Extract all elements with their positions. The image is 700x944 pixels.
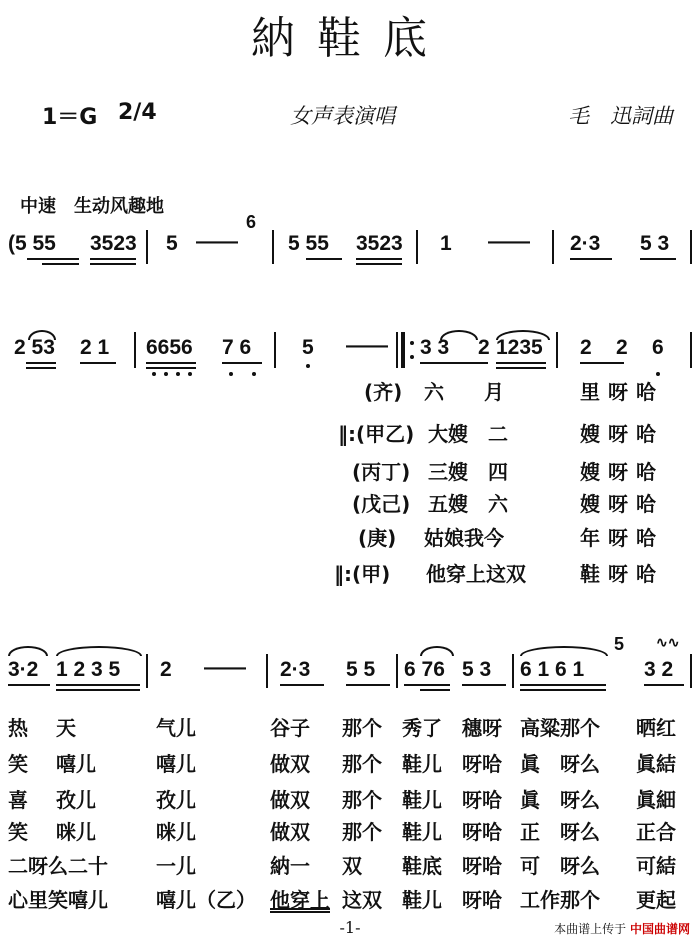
- verse-text: 他穿上这双: [426, 562, 526, 586]
- verse-text: 三嫂 四: [428, 460, 508, 484]
- lyric-cell: 双: [342, 854, 362, 878]
- lyric-cell: 鞋儿: [402, 888, 442, 912]
- composer-credit: 毛 迅詞曲: [568, 104, 673, 128]
- lyric-cell: 孜儿: [56, 788, 96, 812]
- note-group: 1235: [496, 336, 543, 359]
- lyric-cell: 咪儿: [156, 820, 196, 844]
- bar-line: [274, 332, 276, 368]
- note-group: 2: [616, 336, 628, 359]
- note-group: 5 3: [640, 232, 670, 255]
- lyric-cell: 呀哈: [462, 854, 502, 878]
- note-group: 2 53: [14, 336, 55, 359]
- lyric-cell: 晒红: [636, 716, 676, 740]
- underline: [306, 258, 342, 260]
- octave-dot: [188, 372, 192, 376]
- verse-text: 姑娘我今: [424, 526, 504, 550]
- underline: [27, 258, 79, 260]
- lyric-cell: 可 呀么: [520, 854, 600, 878]
- underline: [356, 263, 402, 265]
- note-group: 3 3: [420, 336, 450, 359]
- octave-dot: [164, 372, 168, 376]
- underline: [90, 263, 136, 265]
- note-group: 5 55: [288, 232, 329, 255]
- underline: [56, 684, 140, 686]
- bar-line: [146, 654, 148, 688]
- slur: [520, 646, 608, 656]
- bar-line: [396, 654, 398, 688]
- lyric-cell: 这双: [342, 888, 382, 912]
- song-title: 納鞋底: [251, 13, 449, 64]
- bar-line: [690, 230, 692, 264]
- lyric-cell: 嘻儿（乙）: [156, 888, 256, 912]
- underline: [280, 684, 324, 686]
- verse-label: (丙丁): [352, 460, 411, 484]
- lyric-cell: 眞 呀么: [520, 788, 600, 812]
- underline: [42, 263, 79, 265]
- octave-dot: [152, 372, 156, 376]
- note-group: 5 3: [462, 658, 492, 681]
- lyric-cell: 可結: [636, 854, 676, 878]
- note-group: 1: [440, 232, 452, 255]
- note-group: 6: [652, 336, 664, 359]
- note-group: 2·3: [570, 232, 601, 255]
- note-group: (5 55: [8, 232, 56, 255]
- lyric-cell: 呀哈: [462, 788, 502, 812]
- underline: [420, 362, 488, 364]
- note-group: 5 5: [346, 658, 376, 681]
- underline: [462, 684, 506, 686]
- lyric-cell: 納一: [270, 854, 310, 878]
- lyric-cell: 天: [56, 716, 76, 740]
- bar-line: [266, 654, 268, 688]
- lyric-cell: 秀了: [402, 716, 442, 740]
- lyric-cell: 喜: [8, 788, 28, 812]
- repeat-bar: [396, 332, 398, 368]
- note-group: 2·3: [280, 658, 311, 681]
- lyric-cell: 笑: [8, 820, 28, 844]
- note-group: 3523: [356, 232, 403, 255]
- lyric-cell: 心里笑嘻儿: [8, 888, 108, 912]
- note-group: 2 1: [80, 336, 110, 359]
- underline: [80, 362, 116, 364]
- note-group: 3·2: [8, 658, 39, 681]
- lyric-cell: 一儿: [156, 854, 196, 878]
- lyric-cell: 二呀么二十: [8, 854, 108, 878]
- note-group: ——: [346, 334, 388, 357]
- verse-end: 嫂呀哈: [580, 422, 664, 446]
- lyric-cell: 做双: [270, 820, 310, 844]
- lyric-cell: 高粱那个: [520, 716, 600, 740]
- note-group: 3 2: [644, 658, 674, 681]
- lyric-cell: 正 呀么: [520, 820, 600, 844]
- lyric-cell: 呀哈: [462, 820, 502, 844]
- bar-line: [690, 332, 692, 368]
- verse-end: 鞋呀哈: [580, 562, 664, 586]
- verse-end: 嫂呀哈: [580, 460, 664, 484]
- note-group: ——: [488, 230, 530, 253]
- bar-line: [690, 654, 692, 688]
- lyric-cell: 热: [8, 716, 28, 740]
- underline: [146, 367, 196, 369]
- lyric-cell: 嘻儿: [156, 752, 196, 776]
- verse-text: 六 月: [424, 380, 504, 404]
- bar-line: [134, 332, 136, 368]
- lyric-cell: 嘻儿: [56, 752, 96, 776]
- octave-dot: [252, 372, 256, 376]
- slur: [420, 646, 454, 656]
- page-number: -1-: [339, 918, 361, 937]
- underline: [356, 258, 402, 260]
- underline: [496, 367, 546, 369]
- underline: [496, 362, 546, 364]
- lyric-cell: 鞋底: [402, 854, 442, 878]
- site-logo[interactable]: 中国曲谱网: [629, 922, 690, 936]
- key-signature: 1＝G: [42, 105, 98, 130]
- lyric-cell: 工作那个: [520, 888, 600, 912]
- verse-end: 嫂呀哈: [580, 492, 664, 516]
- note-group: 6 76: [404, 658, 445, 681]
- bar-line: [512, 654, 514, 688]
- lyric-cell: 鞋儿: [402, 820, 442, 844]
- verse-text: 五嫂 六: [428, 492, 508, 516]
- underline: [346, 684, 390, 686]
- underline: [404, 684, 450, 686]
- note-group: 2: [580, 336, 592, 359]
- verse-label: (庚): [358, 526, 397, 550]
- underline: [90, 258, 136, 260]
- repeat-bar: [401, 332, 405, 368]
- repeat-dot: [410, 341, 414, 345]
- lyric-cell: 鞋儿: [402, 752, 442, 776]
- verse-text: 大嫂 二: [428, 422, 508, 446]
- lyric-cell: 咪儿: [56, 820, 96, 844]
- underline: [26, 362, 56, 364]
- trill-mark-icon: ∿∿: [656, 634, 680, 650]
- lyric-cell: 做双: [270, 788, 310, 812]
- upload-text: 本曲谱上传于: [554, 922, 627, 936]
- verse-label: (齐): [364, 380, 403, 404]
- bar-line: [416, 230, 418, 264]
- bar-line: [146, 230, 148, 264]
- lyric-cell: 气儿: [156, 716, 196, 740]
- staff-line-2: [0, 330, 700, 376]
- underline: [640, 258, 676, 260]
- lyric-cell: 做双: [270, 752, 310, 776]
- underline: [644, 684, 684, 686]
- octave-dot: [229, 372, 233, 376]
- staff-line-3: [0, 634, 700, 694]
- note-group: 6656: [146, 336, 193, 359]
- underline: [8, 684, 50, 686]
- underline: [420, 689, 450, 691]
- lyric-cell: 笑: [8, 752, 28, 776]
- underline: [56, 689, 140, 691]
- verse-end: 年呀哈: [580, 526, 664, 550]
- bar-line: [552, 230, 554, 264]
- upload-credit: [554, 920, 690, 937]
- underline: [580, 362, 624, 364]
- underline: [146, 362, 196, 364]
- octave-dot: [306, 364, 310, 368]
- lyric-cell: 那个: [342, 752, 382, 776]
- tempo-marking: 中速 生动风趣地: [20, 196, 164, 217]
- underline: [222, 362, 262, 364]
- note-group: 3523: [90, 232, 137, 255]
- staff-line-1: [0, 212, 700, 268]
- note-group: 6 1 6 1: [520, 658, 585, 681]
- lyric-cell: 鞋儿: [402, 788, 442, 812]
- lyric-cell: 呀哈: [462, 752, 502, 776]
- note-group: 2: [160, 658, 172, 681]
- grace-note: 5: [614, 634, 625, 654]
- lyric-cell: 那个: [342, 788, 382, 812]
- lyric-cell: 呀哈: [462, 888, 502, 912]
- verse-label: ‖:(甲乙): [338, 422, 415, 446]
- verse-label: ‖:(甲): [334, 562, 391, 586]
- bar-line: [556, 332, 558, 368]
- octave-dot: [176, 372, 180, 376]
- bar-line: [272, 230, 274, 264]
- note-group: ——: [196, 230, 238, 253]
- lyric-cell: 更起: [636, 888, 676, 912]
- note-group: 5: [302, 336, 314, 359]
- note-group: ——: [204, 656, 246, 679]
- note-group: 7 6: [222, 336, 252, 359]
- note-group: 1 2 3 5: [56, 658, 121, 681]
- time-signature: 2/4: [118, 100, 157, 125]
- repeat-dot: [410, 355, 414, 359]
- note-group: 5: [166, 232, 178, 255]
- lyric-cell: 他穿上: [270, 888, 330, 912]
- lyric-cell: 那个: [342, 716, 382, 740]
- verse-label: (戊己): [352, 492, 411, 516]
- underline: [520, 684, 606, 686]
- performance-type: 女声表演唱: [290, 104, 395, 128]
- grace-note: 6: [246, 212, 257, 232]
- note-group: 2: [478, 336, 490, 359]
- lyric-cell: 谷子: [270, 716, 310, 740]
- lyric-cell: 孜儿: [156, 788, 196, 812]
- underline: [26, 367, 56, 369]
- underline: [520, 689, 606, 691]
- lyric-cell: 穗呀: [462, 716, 502, 740]
- underline: [570, 258, 612, 260]
- lyric-cell: 眞結: [636, 752, 676, 776]
- slur: [8, 646, 48, 656]
- lyric-cell: 眞細: [636, 788, 676, 812]
- lyric-cell: 眞 呀么: [520, 752, 600, 776]
- slur: [56, 646, 142, 656]
- lyric-cell: 正合: [636, 820, 676, 844]
- lyric-cell: 那个: [342, 820, 382, 844]
- verse-end: 里呀哈: [580, 380, 664, 404]
